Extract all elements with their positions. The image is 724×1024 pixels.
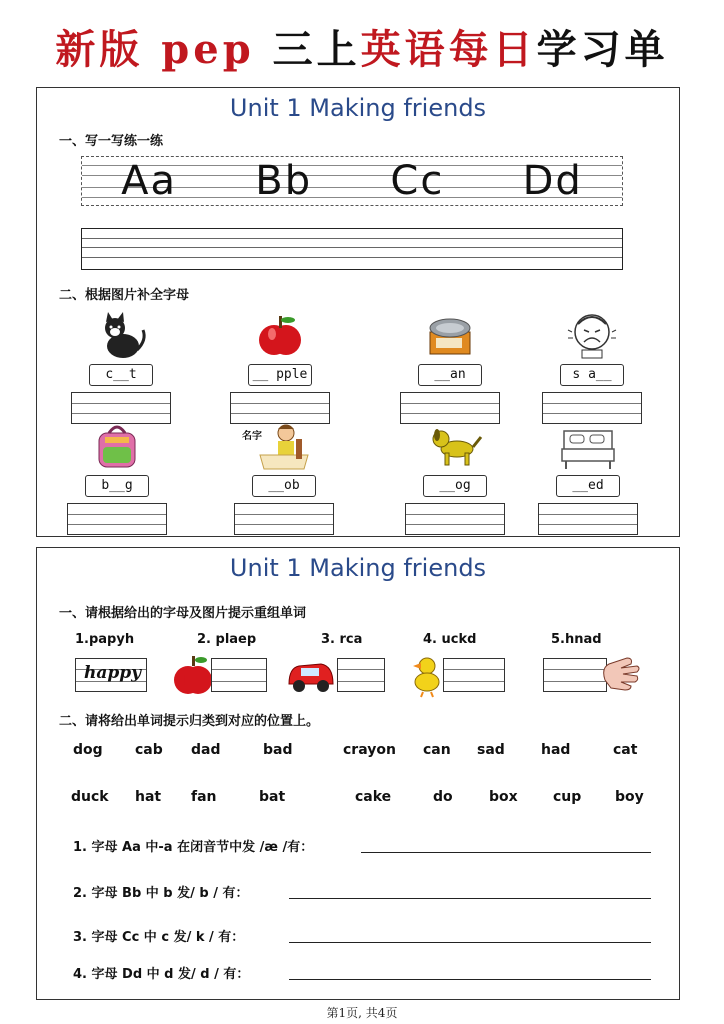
sort-word: boy [615,789,644,805]
picture-cell-bag [67,421,167,539]
scramble-answer-box[interactable] [337,658,385,692]
sort-word: sad [477,742,505,758]
can-icon [422,310,478,360]
scramble-answer-box[interactable] [443,658,505,692]
sort-word: can [423,742,451,758]
scramble-item-5 [543,632,673,702]
sort-word: bat [259,789,286,805]
hint-box: b__g [85,475,149,497]
picture-cell-cat [71,310,171,428]
writing-practice-box[interactable] [81,228,623,270]
title-part-grade: 三上 [272,26,361,73]
letter-pair-aa: Aa [121,158,178,204]
apple-icon [252,310,308,360]
section-copy-label: 一、写一写练一练 [59,134,164,149]
sort-word: cup [553,789,582,805]
section-sort-label: 二、请将给出单词提示归类到对应的位置上。 [59,714,320,729]
scramble-item-4 [409,632,539,702]
hint-box: __ pple [248,364,312,386]
sort-word: cat [613,742,638,758]
hint-box: __ob [252,475,316,497]
section-scramble-label: 一、请根据给出的字母及图片提示重组单词 [59,606,307,621]
fill-row-1-label: 1. 字母 Aa 中-a 在闭音节中发 /æ /有： [73,840,314,855]
picture-cell-boy [234,421,334,539]
bag-icon [89,421,145,471]
page-footer: 第1页, 共4页 [326,1006,398,1020]
answer-box[interactable] [542,392,642,424]
fill-row-2-label: 2. 字母 Bb 中 b 发/ b / 有： [73,886,249,901]
worksheet-panel-1 [36,87,680,537]
fill-row-3-label: 3. 字母 Cc 中 c 发/ k / 有： [73,930,245,945]
title-part-new: 新版 [55,26,144,73]
fill-line-2[interactable] [289,898,651,899]
scramble-answer-box[interactable] [75,658,147,692]
picture-cell-can [400,310,500,428]
title-part-subject: 英语每日 [360,26,537,73]
scramble-label: 2. plaep [197,632,257,647]
title-part-pep: pep [161,26,255,73]
section-picture-label: 二、根据图片补全字母 [59,288,190,303]
fill-row-4-label: 4. 字母 Dd 中 d 发/ d / 有： [73,967,250,982]
hint-box: __ed [556,475,620,497]
unit-title-2: Unit 1 Making friends [229,554,487,582]
apple-icon [173,652,213,698]
answer-box[interactable] [405,503,505,535]
scramble-label: 4. uckd [423,632,477,647]
cat-icon [93,310,149,360]
sort-word: cake [355,789,392,805]
page-title [0,22,724,78]
answer-box[interactable] [71,392,171,424]
answer-box[interactable] [230,392,330,424]
answer-box[interactable] [538,503,638,535]
car-icon [285,654,337,696]
fill-line-3[interactable] [289,942,651,943]
sort-word: box [489,789,518,805]
letter-pair-cc: Cc [390,158,445,204]
scramble-item-2 [173,632,303,702]
answer-box[interactable] [67,503,167,535]
answer-box[interactable] [400,392,500,424]
picture-caption: 名字 [242,431,262,442]
hint-box: __an [418,364,482,386]
answer-box[interactable] [234,503,334,535]
worksheet-panel-2 [36,547,680,1000]
sort-word: do [433,789,453,805]
picture-cell-dog [405,421,505,539]
fill-line-1[interactable] [361,852,651,853]
hint-box: s a__ [560,364,624,386]
bed-icon [560,421,616,471]
sort-word: bad [263,742,293,758]
scramble-label: 5.hnad [551,632,602,647]
scramble-item-3 [285,632,415,702]
hint-box: __og [423,475,487,497]
sort-word: dog [73,742,103,758]
sort-word: had [541,742,571,758]
sort-word: cab [135,742,163,758]
scramble-label: 3. rca [321,632,363,647]
title-part-sheet: 学习单 [536,26,669,73]
scramble-answer: happy [84,663,142,683]
sort-word: hat [135,789,162,805]
unit-title-1: Unit 1 Making friends [229,94,487,122]
sort-word: fan [191,789,217,805]
letter-copy-box [81,156,623,206]
hand-icon [597,650,643,696]
fill-line-4[interactable] [289,979,651,980]
sort-word: dad [191,742,221,758]
scramble-answer-box[interactable] [211,658,267,692]
copy-letters [82,157,622,205]
duck-icon [409,654,443,698]
picture-cell-sad [542,310,642,428]
sort-word: duck [71,789,109,805]
sad-face-icon [564,310,620,360]
scramble-label: 1.papyh [75,632,135,647]
letter-pair-dd: Dd [522,158,583,204]
boy-in-box-icon [256,421,312,471]
letter-pair-bb: Bb [255,158,313,204]
picture-cell-apple [230,310,330,428]
hint-box: c__t [89,364,153,386]
picture-cell-bed [538,421,638,539]
sort-word: crayon [343,742,396,758]
dog-icon [427,421,483,471]
